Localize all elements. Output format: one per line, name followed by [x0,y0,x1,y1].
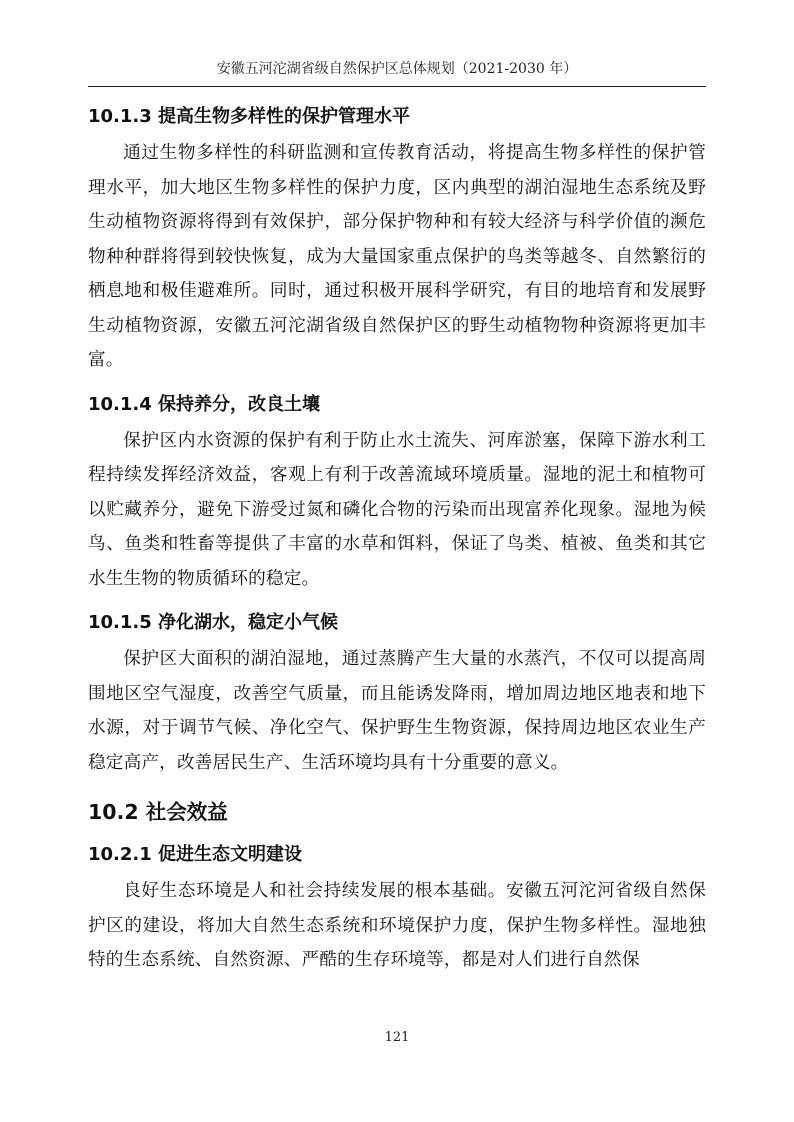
page-number: 121 [384,1030,410,1045]
running-header: 安徽五河沱湖省级自然保护区总体规划（2021-2030 年） [216,61,578,77]
heading-10-2: 10.2 社会效益 [88,800,228,824]
paragraph-soil: 保护区内水资源的保护有利于防止水土流失、河库淤塞，保障下游水利工程持续发挥经济效益，客观上有利于改善流域环境质量。湿地的泥土和植物可以贮藏养分，避免下游受过氮和磷化合物的污染而出现富养化现象。湿地为候鸟、鱼类和牲畜等提供了丰富的水草和饵料，保证了鸟类、植被、鱼类和其它水生生物的物质循环的稳定。 [88,430,706,589]
paragraph-climate: 保护区大面积的湖泊湿地，通过蒸腾产生大量的水蒸汽，不仅可以提高周围地区空气湿度，改善空气质量，而且能诱发降雨，增加周边地区地表和地下水源，对于调节气候、净化空气、保护野生生物资源，保持周边地区农业生产稳定高产，改善居民生产、生活环境均具有十分重要的意义。 [88,649,706,773]
heading-10-1-4: 10.1.4 保持养分，改良土壤 [88,393,321,415]
heading-10-1-3: 10.1.3 提高生物多样性的保护管理水平 [88,106,411,127]
page-content [88,98,706,986]
header-rule [88,86,706,87]
paragraph-biodiversity: 通过生物多样性的科研监测和宣传教育活动，将提高生物多样性的保护管理水平，加大地区生物多样性的保护力度，区内典型的湖泊湿地生态系统及野生动植物资源将得到有效保护，部分保护物种和有较大经济与科学价值的濒危物种种群将得到较快恢复，成为大量国家重点保护的鸟类等越冬、自然繁衍的栖息地和极佳避难所。同时，通过积极开展科学研究，有目的地培育和发展野生动植物资源，安徽五河沱湖省级自然保护区的野生动植物物种资源将更加丰富。 [88,143,706,370]
paragraph-ecological-civilization: 良好生态环境是人和社会持续发展的根本基础。安徽五河沱河省级自然保护区的建设，将加大自然生态系统和环境保护力度，保护生物多样性。湿地独特的生态系统、自然资源、严酷的生存环境等，都是对人们进行自然保 [88,881,706,970]
heading-10-2-1: 10.2.1 促进生态文明建设 [88,844,303,865]
heading-10-1-5: 10.1.5 净化湖水，稳定小气候 [88,612,339,633]
